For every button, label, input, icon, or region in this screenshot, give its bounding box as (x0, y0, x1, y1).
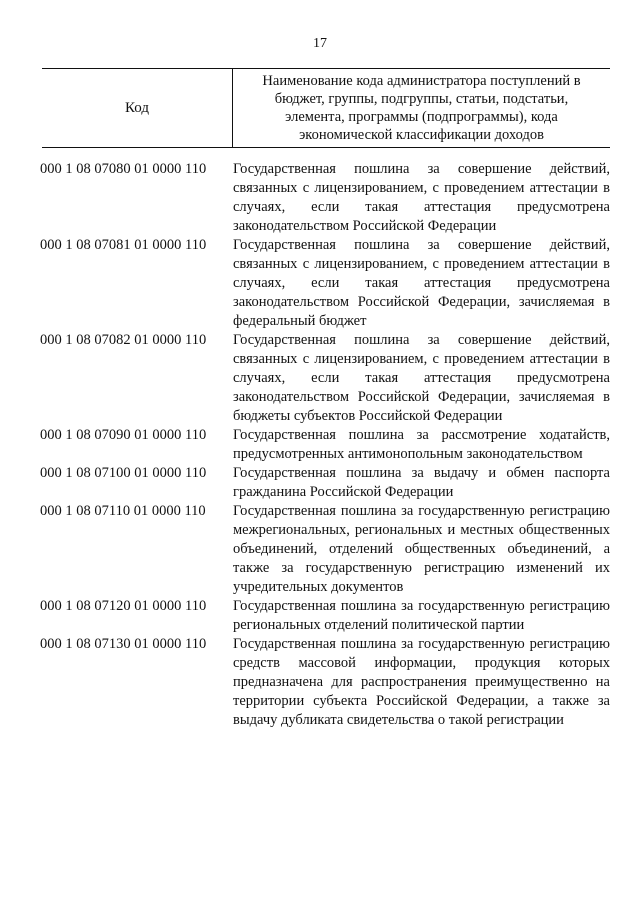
table-row (40, 597, 610, 635)
row-code: 000 1 08 07081 01 0000 110 (40, 237, 207, 253)
row-code: 000 1 08 07082 01 0000 110 (40, 332, 207, 348)
table-row (40, 160, 610, 236)
row-code: 000 1 08 07090 01 0000 110 (40, 427, 207, 443)
row-code: 000 1 08 07110 01 0000 110 (40, 503, 206, 519)
row-description: Государственная пошлина за совершение действий, связанных с лицензированием, с проведением аттестации в случаях, если такая аттестация предусмотрена законодательством Российской Федерации, зачисляемая в бюджеты субъектов Российской Федерации (233, 332, 610, 424)
table-row (40, 331, 610, 426)
row-code: 000 1 08 07100 01 0000 110 (40, 465, 207, 481)
header-code-column: Код (42, 69, 233, 147)
table-row (40, 502, 610, 597)
row-description: Государственная пошлина за совершение действий, связанных с лицензированием, с проведением аттестации в случаях, если такая аттестация предусмотрена законодательством Российской Федерации (233, 161, 610, 234)
row-code: 000 1 08 07080 01 0000 110 (40, 161, 207, 177)
row-description: Государственная пошлина за государственную регистрацию межрегиональных, региональных и местных общественных объединений, отделений общественных объединений, а также за государственную регистрацию изменений их учредительных документов (233, 503, 610, 595)
table-row (40, 426, 610, 464)
classification-table (40, 160, 610, 730)
row-description: Государственная пошлина за государственную регистрацию средств массовой информации, продукция которых предназначена для распространения преимущественно на территории субъекта Российской Федерации, а также за выдачу дубликата свидетельства о такой регистрации (233, 636, 610, 728)
row-description: Государственная пошлина за государственную регистрацию региональных отделений политической партии (233, 598, 610, 633)
table-row (40, 635, 610, 730)
row-description: Государственная пошлина за совершение действий, связанных с лицензированием, с проведением аттестации в случаях, если такая аттестация предусмотрена законодательством Российской Федерации, зачисляемая в федеральный бюджет (233, 237, 610, 329)
table-header (42, 68, 610, 148)
row-description: Государственная пошлина за выдачу и обмен паспорта гражданина Российской Федерации (233, 465, 610, 500)
table-row (40, 236, 610, 331)
header-name-column: Наименование кода администратора поступлений в бюджет, группы, подгруппы, статьи, подстатьи, элемента, программы (подпрограммы), кода экономической классификации доходов (262, 73, 581, 143)
table-row (40, 464, 610, 502)
row-code: 000 1 08 07120 01 0000 110 (40, 598, 207, 614)
row-description: Государственная пошлина за рассмотрение ходатайств, предусмотренных антимонопольным законодательством (233, 427, 610, 462)
row-code: 000 1 08 07130 01 0000 110 (40, 636, 207, 652)
page-number: 17 (313, 36, 327, 51)
